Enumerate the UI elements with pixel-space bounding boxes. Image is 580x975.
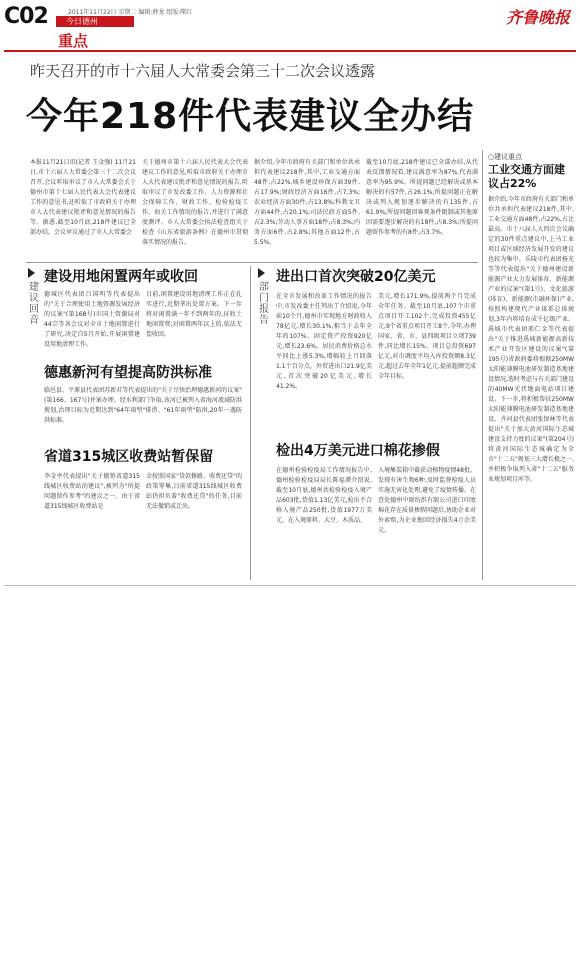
story-body: 临邑县、平原县代表团苏新君等代表提出的"关于尽快治理德惠新河的议案"(第166、167号)并案办理。经水利部门争取,该河已被列入省海河流域防洪规划,治理目标为近期达到"64年雨型"排涝、"61年雨型"防洪,20年一遇防洪标准。 [44,387,242,424]
sidebar-divider [482,150,483,580]
sidebar-body: 据介绍,今年市政府有关部门和单位共承担代表建议218件,其中,工业交通方面48件,占22%,占比最高。市十八届人大四次会议确定的30件重点建议中,上马工业项目或区域经济发展开发的建议也较为集中。乐陵市代表团杨光等等代表提出"关于德州建设新能源产业大力发展体育、新能源产业的议案"(第1号)、文化旅游(体育)、新能源(市融环保)产业,按照构建现代产业体系总体规划,3年内将培育成千亿级产业。禹城市代表团邢仁金等代表提出"关于推进禹城新能源高新技术产业开发区建设的议案"(第195号)省政府委将根据250MW太阳能薄膜电池研发制造基地建设情况,选时考虑与有关部门建设的40MW光伏地面电站项目建设。下一步,将积极帮扶250MW太阳能薄膜电池研发制造基地建设。齐河县代表团张保林等代表提出"关于加大黄河国际生态城建设支持力度的议案"(第204号)将黄河国际生态城确定为全市"十二五"规划三大增长极之一,并积极争取列入省"十二五"服务业规划项目库等。 [488,196,574,483]
main-body-col2: 关于德州市第十六届人民代表大会代表建议工作的意见,听取市政府关于办理市人大代表建议批评和意见情况的报告,听取审议了市发改委工作、人力资源和社会保障工作、财政工作、检验检疫工作、海关工作情况的报告,并进行了满意度测评。市人大常委会执法检查组关于检查《山东省旅游条例》在德州市贯彻落实情况的报告。 [142,159,248,246]
column-divider [250,266,251,580]
story-body: 金按照国家"贷款修路、收费还贷"的政策筹集,目前省道315线城区收费站仍担负着"收费还贷"的任务,目前无法撤销或迁出。 [146,473,242,510]
story-body: 在德州检验检疫局工作情况报告中,德州检验检疫局局长陈福谭介绍说,截至10月底,德州共检验检疫入境产品603批,货值1.13亿美元,检出不合格入境产品250批,货值1977万美元。在入境原料、大豆、木质品、 [276,467,372,524]
sidebar-title: 工业交通方面建议占22% [488,163,565,190]
section-flag-left: 建议回音 [29,282,39,326]
story-title: 检出4万美元进口棉花掺假 [276,443,440,459]
sidebar-tag: ○建议重点 [488,153,523,161]
page-header [0,0,580,52]
main-body-col1: 本报11月21日讯(记者 王金强) 11月21日,市十六届人大常委会第三十二次会议召开,会议听取审议了市人大常委会关于德州市第十七届人民代表大会代表建议工作的意见书,还听取了市政府关于办理市人大代表建议批评和意见情况的报告等。据悉,截至10月底,218件建议已全部办结。会议审议通过了市人大常委会 [30,159,136,236]
story-title: 德惠新河有望提高防洪标准 [44,365,212,381]
main-body-col3: 据介绍,今年市政府有关部门和单位共承担代表建议218件,其中,工业交通方面48件,占22%,城乡建设环保方面39件,占17.9%;财政经济方面16件,占7.3%;农业经济方面30件,占13.8%;科教文卫方面44件,占20.1%;司法民政方面5件,占2.3%;劳动人事方面18件,占8.3%;内务方面6件,占2.8%;其他方面12件,占5.5%。 [254,159,360,246]
header-rule [4,50,576,52]
story-body: 李金亭代表提出"关于撤销省道315线城区收费站的建议",被列为"所提问题留作参考"的建议之一。由于省道315线城区收费站是 [44,473,140,510]
story-body: 在全市发展和改革工作情况的报告中,市发改委主任列出了介绍说,今年前10个月,德州市实现地方财政收入78亿元,增长30.1%,相当于去年全年的107%。固定资产投资920亿元,增长23.6%。居民消费价格总水平同比上涨5.3%,增幅较上月回落1.1个百分点。外贸进出口21.9亿美元,首次突破20亿美元,增长41.2%。 [276,293,372,390]
story-body: 目前,闲置建设用地清理工作正在扎实进行,近期拿出处置方案。下一步将对闲置满一年不到两年的,征收土地闲置费;对闲置两年以上的,依法无偿收回。 [146,291,242,338]
main-headline: 今年218件代表建议全办结 [26,96,475,137]
flag-arrow-icon [28,268,35,278]
page-number: C02 [4,4,48,29]
story-title: 建设用地闲置两年或收回 [44,269,198,285]
section-flag-right: 部门报告 [259,282,269,326]
main-body-col4: 截至10月底,218件建议已全部办结,从代表反馈情况看,建议满意率为87%,代表满意率为95.9%。所提问题已经解决或基本解决的有57件,占26.1%;所提问题正在解决或列入规划逐步解决的有135件,占61.9%;所提问题因客观条件限制或其他原因需要逐步解决的有18件,占8.3%;所提问题留作参考的有8件,占3.7%。 [366,159,478,236]
flag-arrow-icon [258,268,265,278]
page-bottom-rule [4,585,576,586]
section-divider [26,262,478,263]
story-body: 德城区代表团吕国明等代表提出的"关于合理使用土地资源发展经济的议案"(第168号)市国土资源局对44宗等各会议对全市土地闲置进行了研究,决定自5月开始,开展闲置建设用地清理工作。 [44,291,140,348]
story-body: 美元,增长171.9%,提前两个月完成全年任务。截至10月底,107个市重点项目开工102个,完成投资455亿元,9个省重点项目开工8个,今年,办理国家、省、市、县四级项目立项739件,同比增长15%。项目总投资697亿元,对市调度平均入库投资额8.3亿元,超过去年全年1亿元,提前超额完成全年目标。 [378,293,476,380]
section-title: 重点 [58,32,89,50]
issue-meta: 2011年11月22日 星期二 编辑:薛龙 组版:曙红 [68,9,193,16]
newspaper-logo: 齐鲁晚报 [505,8,570,27]
story-body: 入境集装箱中截获动植物疫情48批。发现有害生物6种,及时监督检疫人员实施无害化处理,避免了疫情传播。在查处德州中原纺织有限公司进口印度棉花存在质量掺假问题后,协助企业对外索赔,为企业挽回经济损失4万余美元。 [378,467,476,534]
story-title: 省道315城区收费站暂保留 [44,449,214,465]
story-title: 进出口首次突破20亿美元 [276,269,436,285]
section-tab: 今日德州 [56,16,134,27]
kicker-headline: 昨天召开的市十六届人大常委会第三十二次会议透露 [30,62,376,80]
